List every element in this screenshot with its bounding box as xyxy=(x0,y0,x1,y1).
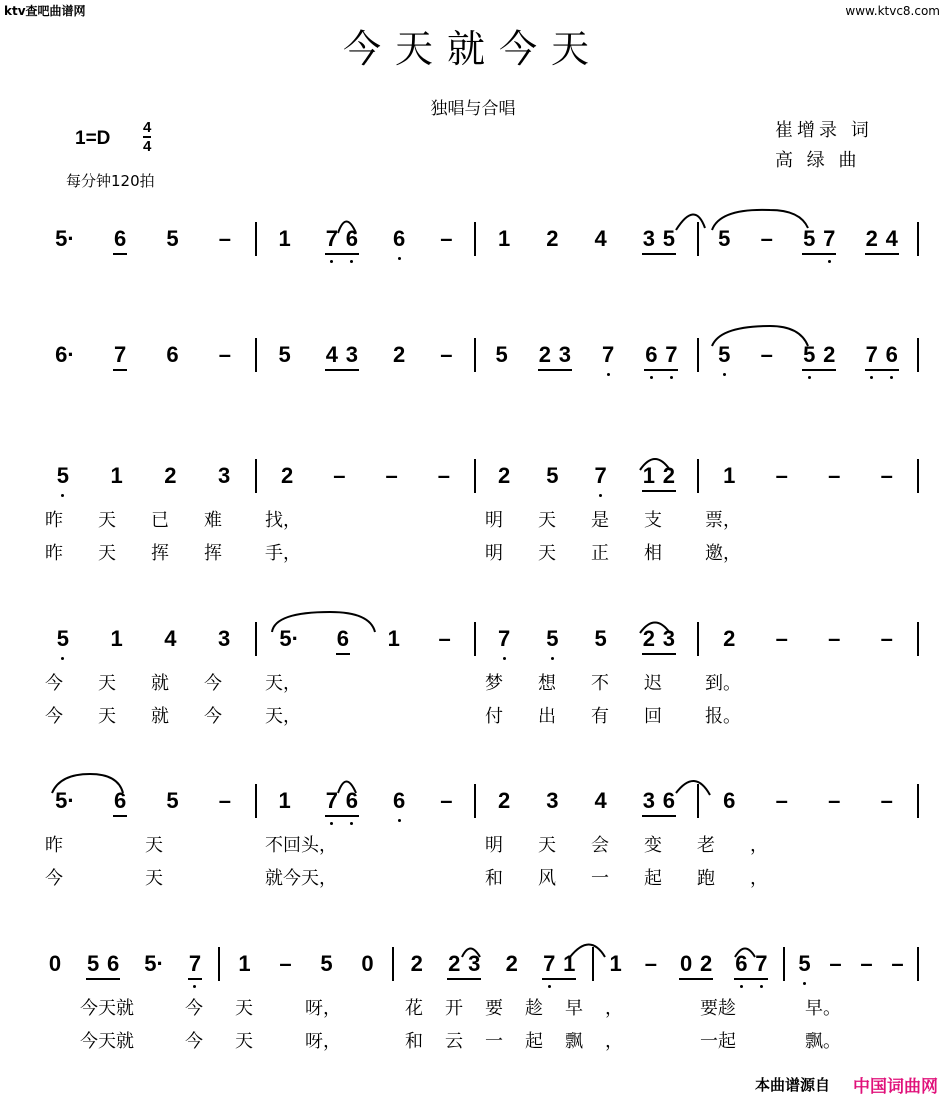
note: 3 xyxy=(218,626,231,651)
beam-group xyxy=(325,342,359,371)
note: 6· xyxy=(55,342,75,367)
site-watermark-right: www.ktvc8.com xyxy=(845,4,940,18)
bar-line xyxy=(255,784,257,818)
lyric-text: 明天是支 xyxy=(485,510,697,531)
dash: – xyxy=(438,626,451,651)
measure xyxy=(703,226,913,260)
lyric-text: 今天就 xyxy=(80,998,134,1019)
note: 7 xyxy=(325,226,338,251)
note: 5 xyxy=(803,342,816,367)
note: 6 xyxy=(113,788,127,813)
measure xyxy=(261,342,470,376)
bar-line xyxy=(917,947,919,981)
note: 7 xyxy=(543,951,556,976)
note: 5 xyxy=(166,226,179,251)
note: 2 xyxy=(723,626,736,651)
note: 1 xyxy=(278,788,291,813)
measure xyxy=(261,788,470,822)
note: 5 xyxy=(320,951,333,976)
note: 2 xyxy=(865,226,878,251)
beam-group xyxy=(865,342,899,371)
bar-line xyxy=(917,459,919,493)
lyric-text: 要趁 xyxy=(700,998,736,1019)
note: 2 xyxy=(505,951,518,976)
dash: – xyxy=(440,788,453,813)
measure xyxy=(480,626,693,660)
note: 5 xyxy=(718,342,731,367)
note: 2 xyxy=(498,463,511,488)
note: 5 xyxy=(594,626,607,651)
lyric-text: 梦想不迟 xyxy=(485,673,697,694)
beam-group xyxy=(113,226,127,255)
note: 5 xyxy=(56,626,69,651)
lyric-text: 今天就 xyxy=(80,1031,134,1052)
measure xyxy=(703,342,913,376)
dash: – xyxy=(279,951,292,976)
measure xyxy=(36,226,251,260)
note: 2 xyxy=(546,226,559,251)
note: 3 xyxy=(642,788,655,813)
dash: – xyxy=(775,788,788,813)
beam-group xyxy=(325,788,359,817)
note: 1 xyxy=(110,463,123,488)
note: 7 xyxy=(602,342,615,367)
bar-line xyxy=(592,947,594,981)
lyric-text: 天， xyxy=(265,673,301,694)
note: 6 xyxy=(107,951,120,976)
dash: – xyxy=(829,951,842,976)
note: 3 xyxy=(546,788,559,813)
note: 7 xyxy=(325,788,338,813)
measure xyxy=(480,788,693,822)
measure xyxy=(703,463,913,497)
lyric-text: 天， xyxy=(265,706,301,727)
dash: – xyxy=(760,342,773,367)
measure xyxy=(598,951,779,985)
note: 5· xyxy=(55,788,75,813)
bar-line xyxy=(917,622,919,656)
measure xyxy=(703,626,913,660)
note: 5 xyxy=(662,226,675,251)
note: 2 xyxy=(498,788,511,813)
bar-line xyxy=(474,784,476,818)
dash: – xyxy=(440,226,453,251)
bar-line xyxy=(697,222,699,256)
note: 5 xyxy=(87,951,100,976)
lyric-text: 找， xyxy=(265,510,301,531)
time-signature xyxy=(143,119,151,155)
lyric-text: 昨天挥挥 xyxy=(45,543,257,564)
note: 0 xyxy=(680,951,693,976)
beam-group xyxy=(734,951,768,980)
note: 5· xyxy=(279,626,299,651)
note: 3 xyxy=(558,342,571,367)
measure xyxy=(36,342,251,376)
beam-group xyxy=(679,951,713,980)
dash: – xyxy=(775,463,788,488)
note: 2 xyxy=(393,342,406,367)
dash: – xyxy=(440,342,453,367)
bar-line xyxy=(255,459,257,493)
lyric-text: 呀， xyxy=(305,998,341,1019)
note: 5 xyxy=(495,342,508,367)
note: 2 xyxy=(642,626,655,651)
beam-group xyxy=(188,951,202,980)
note: 1 xyxy=(278,226,291,251)
lyric-text: 邀， xyxy=(705,543,741,564)
measure xyxy=(480,342,693,376)
measure xyxy=(36,951,214,985)
beam-group xyxy=(113,788,127,817)
note: 5 xyxy=(546,463,559,488)
lyric-text: 天 xyxy=(145,868,163,889)
dash: – xyxy=(880,463,893,488)
bar-line xyxy=(697,338,699,372)
measure xyxy=(36,463,251,497)
lyric-text: 天 xyxy=(145,835,163,856)
bar-line xyxy=(917,338,919,372)
note: 7 xyxy=(188,951,202,976)
dash: – xyxy=(644,951,657,976)
beam-group xyxy=(644,342,678,371)
composer-credit: 高 绿 曲 xyxy=(775,150,861,171)
note: 1 xyxy=(498,226,511,251)
note: 5 xyxy=(798,951,811,976)
site-watermark-left: ktv查吧曲谱网 xyxy=(4,4,86,18)
note: 7 xyxy=(113,342,127,367)
lyric-text: 早。 xyxy=(805,998,841,1019)
tempo-marking: 每分钟120拍 xyxy=(66,172,155,190)
note: 2 xyxy=(700,951,713,976)
note: 5 xyxy=(718,226,731,251)
measure xyxy=(480,226,693,260)
note: 5 xyxy=(166,788,179,813)
note: 6 xyxy=(345,788,358,813)
note: 2 xyxy=(662,463,675,488)
note: 5 xyxy=(546,626,559,651)
note: 4 xyxy=(325,342,338,367)
lyric-text: 明天会变老， xyxy=(485,835,803,856)
dash: – xyxy=(828,626,841,651)
beam-group xyxy=(802,342,836,371)
bar-line xyxy=(917,222,919,256)
note: 3 xyxy=(642,226,655,251)
lyricist-credit: 崔增录 词 xyxy=(775,120,873,141)
note: 6 xyxy=(393,788,406,813)
bar-line xyxy=(218,947,220,981)
note: 2 xyxy=(538,342,551,367)
measure xyxy=(36,626,251,660)
note: 2 xyxy=(281,463,294,488)
dash: – xyxy=(891,951,904,976)
lyric-text: 不回头， xyxy=(265,835,337,856)
note: 6 xyxy=(662,788,675,813)
note: 0 xyxy=(361,951,374,976)
lyric-text: 到。 xyxy=(705,673,741,694)
measure xyxy=(36,788,251,822)
lyric-text: 今天就今 xyxy=(45,673,257,694)
bar-line xyxy=(474,338,476,372)
bar-line xyxy=(697,459,699,493)
dash: – xyxy=(860,951,873,976)
measure xyxy=(480,463,693,497)
bar-line xyxy=(697,784,699,818)
bar-line xyxy=(474,222,476,256)
note: 6 xyxy=(885,342,898,367)
note: 6 xyxy=(735,951,748,976)
lyric-text: 付出有回 xyxy=(485,706,697,727)
measure xyxy=(261,626,470,660)
lyric-text: 天 xyxy=(235,998,253,1019)
dash: – xyxy=(760,226,773,251)
dash: – xyxy=(218,226,231,251)
note: 2 xyxy=(164,463,177,488)
lyric-text: 手， xyxy=(265,543,301,564)
beam-group xyxy=(113,342,127,371)
note: 6 xyxy=(723,788,736,813)
note: 4 xyxy=(594,226,607,251)
note: 1 xyxy=(238,951,251,976)
measure xyxy=(261,226,470,260)
dash: – xyxy=(828,463,841,488)
bar-line xyxy=(255,338,257,372)
beam-group xyxy=(865,226,899,255)
beam-group xyxy=(447,951,481,980)
note: 1 xyxy=(642,463,655,488)
key-signature: 1=D xyxy=(75,128,111,149)
bar-line xyxy=(783,947,785,981)
note: 4 xyxy=(164,626,177,651)
source-site-link[interactable]: 中国词曲网 xyxy=(853,1077,938,1097)
measure xyxy=(224,951,388,985)
note: 6 xyxy=(336,626,349,651)
lyric-text: 花开要趁早， xyxy=(405,998,645,1019)
lyric-text: 天 xyxy=(235,1031,253,1052)
dash: – xyxy=(880,626,893,651)
note: 6 xyxy=(645,342,658,367)
note: 5· xyxy=(55,226,75,251)
note: 5 xyxy=(803,226,816,251)
measure xyxy=(789,951,913,985)
bar-line xyxy=(255,222,257,256)
note: 4 xyxy=(594,788,607,813)
note: 5 xyxy=(278,342,291,367)
note: 7 xyxy=(594,463,607,488)
note: 6 xyxy=(166,342,179,367)
bar-line xyxy=(917,784,919,818)
time-bottom: 4 xyxy=(143,138,152,155)
note: 3 xyxy=(218,463,231,488)
beam-group xyxy=(642,226,676,255)
lyric-text: 昨天已难 xyxy=(45,510,257,531)
note: 1 xyxy=(609,951,622,976)
dash: – xyxy=(437,463,450,488)
beam-group xyxy=(538,342,572,371)
note: 2 xyxy=(448,951,461,976)
dash: – xyxy=(218,342,231,367)
song-title: 今天就今天 xyxy=(342,27,603,71)
beam-group xyxy=(802,226,836,255)
source-label: 本曲谱源自 xyxy=(754,1076,830,1094)
lyric-text: 呀， xyxy=(305,1031,341,1052)
note: 2 xyxy=(823,342,836,367)
dash: – xyxy=(218,788,231,813)
song-subtitle: 独唱与合唱 xyxy=(430,99,516,119)
note: 5· xyxy=(144,951,164,976)
dash: – xyxy=(385,463,398,488)
lyric-text: 飘。 xyxy=(805,1031,841,1052)
lyric-text: 和风一起跑， xyxy=(485,868,803,889)
note: 3 xyxy=(468,951,481,976)
note: 1 xyxy=(110,626,123,651)
note: 4 xyxy=(885,226,898,251)
lyric-text: 就今天， xyxy=(265,868,337,889)
lyric-text: 昨 xyxy=(45,835,63,856)
note: 7 xyxy=(665,342,678,367)
note: 1 xyxy=(387,626,400,651)
note: 7 xyxy=(498,626,511,651)
lyric-text: 明天正相 xyxy=(485,543,697,564)
dash: – xyxy=(333,463,346,488)
measure xyxy=(398,951,588,985)
dash: – xyxy=(880,788,893,813)
bar-line xyxy=(255,622,257,656)
note: 3 xyxy=(662,626,675,651)
note: 5 xyxy=(56,463,69,488)
lyric-text: 和云一起飘， xyxy=(405,1031,645,1052)
time-top: 4 xyxy=(143,119,152,136)
note: 0 xyxy=(48,951,62,976)
measure xyxy=(261,463,470,497)
dash: – xyxy=(828,788,841,813)
lyric-text: 今 xyxy=(45,868,63,889)
beam-group xyxy=(642,626,676,655)
beam-group xyxy=(642,788,676,817)
note: 6 xyxy=(345,226,358,251)
note: 1 xyxy=(563,951,576,976)
lyric-text: 票， xyxy=(705,510,741,531)
lyric-text: 一起 xyxy=(700,1031,736,1052)
dash: – xyxy=(775,626,788,651)
lyric-text: 报。 xyxy=(705,706,741,727)
bar-line xyxy=(392,947,394,981)
beam-group xyxy=(336,626,350,655)
beam-group xyxy=(542,951,576,980)
note: 2 xyxy=(410,951,423,976)
lyric-text: 今 xyxy=(185,1031,203,1052)
beam-group xyxy=(642,463,676,492)
note: 1 xyxy=(723,463,736,488)
note: 3 xyxy=(345,342,358,367)
bar-line xyxy=(697,622,699,656)
beam-group xyxy=(86,951,120,980)
bar-line xyxy=(474,622,476,656)
beam-group xyxy=(325,226,359,255)
note: 7 xyxy=(755,951,768,976)
note: 7 xyxy=(865,342,878,367)
bar-line xyxy=(474,459,476,493)
note: 6 xyxy=(113,226,127,251)
note: 6 xyxy=(393,226,406,251)
lyric-text: 今 xyxy=(185,998,203,1019)
note: 7 xyxy=(823,226,836,251)
measure xyxy=(703,788,913,822)
lyric-text: 今天就今 xyxy=(45,706,257,727)
